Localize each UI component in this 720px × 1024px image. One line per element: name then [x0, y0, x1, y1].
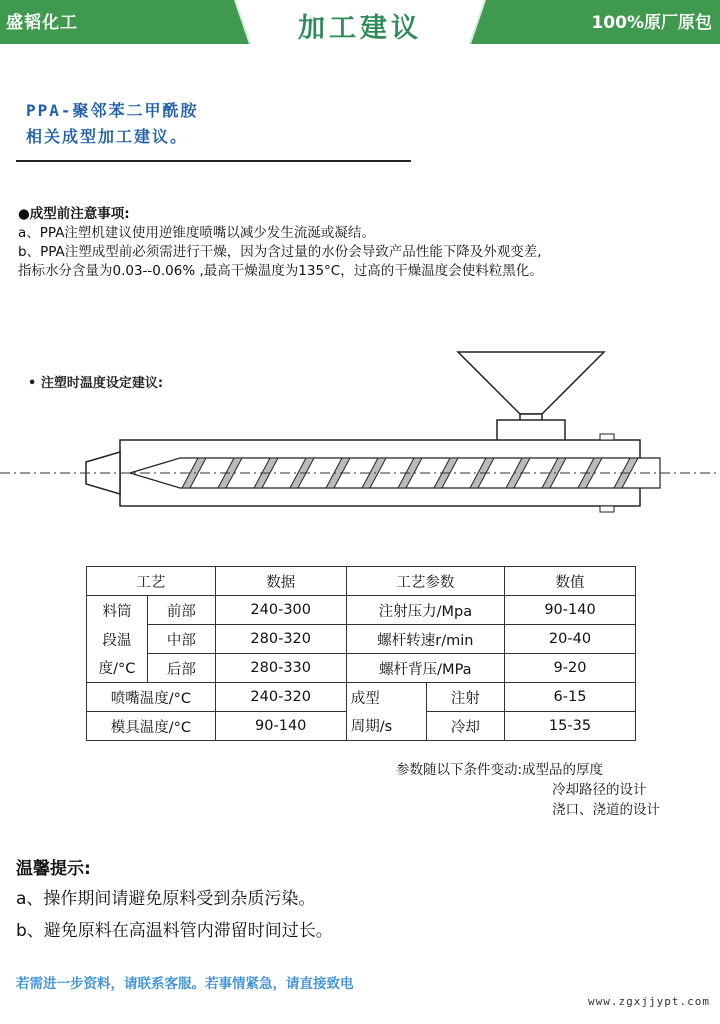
- mold-value: 90-140: [215, 712, 346, 741]
- barrel-label-3: 度/°C: [87, 654, 148, 683]
- cycle-label-2: 周期/s: [346, 712, 426, 741]
- header-value: 数值: [505, 567, 636, 596]
- table-header-row: [87, 567, 636, 596]
- barrel-tab-bottom: [600, 506, 614, 512]
- page-title: 加工建议: [298, 13, 422, 44]
- front-label: 前部: [148, 596, 216, 625]
- brand-name: 盛韬化工: [6, 13, 78, 33]
- note-item-a: a、PPA注塑机建议使用逆锥度喷嘴以减少发生流涎或凝结。: [18, 225, 375, 241]
- injection-machine-diagram: [0, 340, 720, 530]
- condition-line-3: 浇口、浇道的设计: [552, 802, 660, 818]
- nozzle-label: 喷嘴温度/°C: [87, 683, 216, 712]
- watermark: www.zgxjjypt.com: [588, 995, 710, 1008]
- table-row: [87, 683, 636, 712]
- condition-line-1: 参数随以下条件变动:成型品的厚度: [396, 762, 604, 778]
- barrel-label-2: 段温: [87, 625, 148, 654]
- note-item-b-line2: 指标水分含量为0.03--0.06% ,最高干燥温度为135°C，过高的干燥温度会使料粒黑化。: [18, 263, 543, 279]
- inject-value: 6-15: [505, 683, 636, 712]
- mold-label: 模具温度/°C: [87, 712, 216, 741]
- subtitle-line-2: 相关成型加工建议。: [26, 127, 189, 146]
- cool-value: 15-35: [505, 712, 636, 741]
- middle-label: 中部: [148, 625, 216, 654]
- hopper: [458, 352, 604, 414]
- header-process: 工艺: [87, 567, 216, 596]
- nozzle-value: 240-320: [215, 683, 346, 712]
- middle-value: 280-320: [215, 625, 346, 654]
- barrel-tab-top: [600, 434, 614, 440]
- table-row: [87, 596, 636, 625]
- table-row: [87, 625, 636, 654]
- notes-heading: ●成型前注意事项:: [18, 206, 130, 222]
- subtitle-line-1: PPA-聚邻苯二甲酰胺: [26, 101, 199, 120]
- barrel-label-1: 料筒: [87, 596, 148, 625]
- inj-pressure-value: 90-140: [505, 596, 636, 625]
- brand-slogan: 100%原厂原包: [591, 13, 712, 33]
- pre-molding-notes: [18, 205, 718, 281]
- inject-label: 注射: [426, 683, 504, 712]
- rear-value: 280-330: [215, 654, 346, 683]
- table-row: [87, 654, 636, 683]
- back-pressure-value: 9-20: [505, 654, 636, 683]
- tip-b: b、避免原料在高温料管内滞留时间过长。: [16, 921, 333, 941]
- condition-line-2: 冷却路径的设计: [552, 782, 647, 798]
- contact-note: 若需进一步资料，请联系客服。若事情紧急，请直接致电: [16, 976, 354, 992]
- tip-a: a、操作期间请避免原料受到杂质污染。: [16, 889, 316, 909]
- screw-speed-label: 螺杆转速r/min: [346, 625, 504, 654]
- process-parameter-table: [86, 566, 636, 741]
- note-item-b-line1: b、PPA注塑成型前必须需进行干燥，因为含过量的水份会导致产品性能下降及外观变差,: [18, 244, 542, 260]
- tips-heading: 温馨提示:: [16, 859, 91, 879]
- screw-speed-value: 20-40: [505, 625, 636, 654]
- inj-pressure-label: 注射压力/Mpa: [346, 596, 504, 625]
- table-row: [87, 712, 636, 741]
- cool-label: 冷却: [426, 712, 504, 741]
- front-value: 240-300: [215, 596, 346, 625]
- diagram-label: • 注塑时温度设定建议:: [28, 376, 164, 391]
- header-param: 工艺参数: [346, 567, 504, 596]
- divider: [16, 160, 411, 162]
- header-data: 数据: [215, 567, 346, 596]
- header-banner: [0, 0, 720, 44]
- rear-label: 后部: [148, 654, 216, 683]
- back-pressure-label: 螺杆背压/MPa: [346, 654, 504, 683]
- cycle-label-1: 成型: [346, 683, 426, 712]
